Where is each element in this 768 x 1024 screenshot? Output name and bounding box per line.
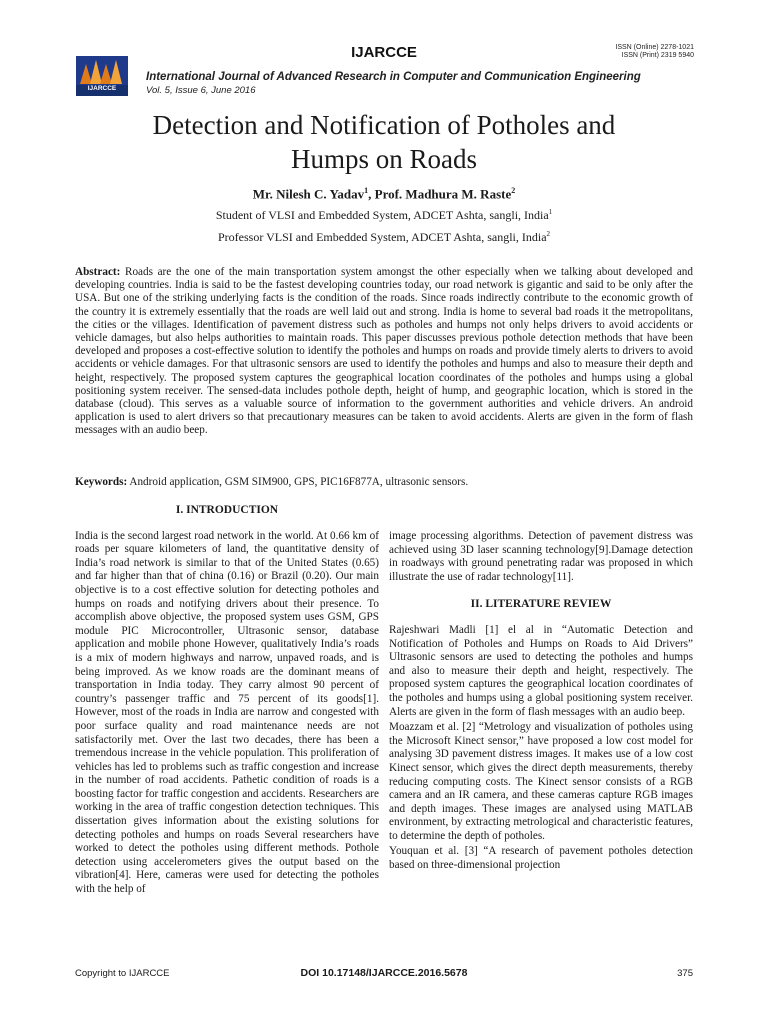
literature-paragraph-3: Youquan et al. [3] “A research of pavement potholes detection based on three-dimensional projection: [389, 845, 693, 872]
keywords: [75, 476, 693, 488]
literature-paragraph-1: Rajeshwari Madli [1] el al in “Automatic Detection and Notification of Potholes and Humps on Roads to Aid Drivers” Ultrasonic sensors are used to detecting the potholes and humps and also to measure their depth and height, respectively. The proposed system captures the geographical location coordinates of the potholes and humps using a global positioning system receiver. Alerts are given in the form of flash messages with an audio beep.: [389, 623, 693, 718]
author-2-sup: 2: [511, 186, 516, 195]
paper-title: [60, 108, 708, 176]
logo-text: IJARCCE: [87, 85, 117, 92]
keywords-label: Keywords:: [75, 476, 128, 488]
abstract: [75, 266, 693, 438]
literature-paragraph-2: Moazzam et al. [2] “Metrology and visualization of potholes using the Microsoft Kinect sensor,” have proposed a low cost model for analysing 3D pavement distress images. It makes use of a low cost Kinect sensor, which gives the direct depth measurements, thereby reducing computing costs. The Kinect sensor consists of a RGB camera and an IR camera, and these cameras capture RGB images and depth images. These images are analysed using MATLAB environment, by extracting metrological and characteristic features, to determine the depth of potholes.: [389, 721, 693, 842]
author-1: Mr. Nilesh C. Yadav: [252, 186, 365, 202]
journal-abbreviation: IJARCCE: [351, 44, 417, 61]
footer-copyright: Copyright to IJARCCE: [75, 968, 170, 979]
abstract-label: Abstract:: [75, 266, 121, 278]
affiliation-2-text: Professor VLSI and Embedded System, ADCET Ashta, sangli, India: [217, 230, 547, 244]
issn-block: [615, 44, 694, 60]
introduction-paragraph: India is the second largest road network in the world. At 0.66 km of roads per square kilometers of land, the quantitative density of India’s road network is similar to that of the United States (0.65) and far higher than that of china (0.16) or Brazil (0.20). Our main objective is to a cost effective solution for detecting potholes and humps on roads and notifying drivers about their presence. To accomplish above objective, the proposed system uses GSM, GPS module PIC Microcontroller, Ultrasonic sensor, database application and mobile phone However, qualitatively India’s roads is a mix of modern highways and narrow, unpaved roads, and is being improved. As we know roads are the dominant means of transportation in India today. They carry almost 90 percent of country’s passenger traffic and 75 percent of its goods[1]. However, most of the roads in India are narrow and congested with poor surface quality and road maintenance needs are not satisfactorily met. Over the last two decades, there has been a tremendous increase in the vehicle population. This proliferation of vehicles has led to problems such as traffic congestion and increase in the number of road accidents. Pathetic condition of roads is a boosting factor for traffic congestion and accidents. Researchers are working in the area of traffic congestion detection techniques. This dissertation gives information about the existing solutions for detecting potholes and humps on roads Several researchers have worked to detect the potholes using different methods. Pothole detection using accelerometers gives the output based on the vibration[4]. Here, cameras were used for detecting the potholes with the help of: [75, 529, 379, 896]
issn-online: ISSN (Online) 2278-1021: [615, 44, 694, 51]
section-heading-literature-review: II. LITERATURE REVIEW: [470, 598, 612, 611]
affiliation-2: [60, 230, 708, 245]
page-number: 375: [677, 968, 693, 979]
volume-issue: Vol. 5, Issue 6, June 2016: [146, 85, 256, 96]
abstract-text: Roads are the one of the main transportation system amongst the other especially when we talking about developed and developing countries. India is said to be the fastest developing countries today, our road network is gigantic and said to be only after the USA. But one of the striking underlying facts is the condition of the roads. Since roads indirectly contribute to the economic growth of the country it is extremely essentially that the roads are well laid out and strong. India is home to several bad roads it the metropolitans, the cities or the villages. Identification of pavement distress such as potholes and humps not only helps drivers to avoid accidents or vehicle damages, but also helps authorities to maintain roads. This paper discusses previous pothole detection methods that have been developed and proposes a cost-effective solution to identify the potholes and humps on roads and provide timely alerts to drivers to avoid accidents or vehicle damages. For that ultrasonic sensors are used to identify the potholes and humps and also to measure their depth and height, respectively. The proposed system captures the geographical location coordinates of the potholes and humps using a global positioning system receiver. The sensed-data includes pothole depth, height of hump, and geographic location, which is stored in the database (cloud). This serves as a valuable source of information to the government authorities and vehicle drivers. An android application is used to alert drivers so that precautionary measures can be taken to avoid accidents. Alerts are given in the form of flash messages with an audio beep.: [75, 266, 693, 437]
section-heading-introduction: I. INTRODUCTION: [175, 504, 279, 516]
author-2: Prof. Madhura M. Raste: [374, 186, 512, 202]
keywords-text: Android application, GSM SIM900, GPS, PIC16F877A, ultrasonic sensors.: [127, 476, 469, 488]
journal-name: International Journal of Advanced Research in Computer and Communication Engineering: [146, 71, 641, 83]
affiliation-1: [60, 208, 708, 223]
author-separator: ,: [368, 186, 375, 202]
introduction-continuation: image processing algorithms. Detection of pavement distress was achieved using 3D laser scanning technology[9].Damage detection in roadways with ground penetrating radar was proposed in which illustrate the use of radar technology[11].: [389, 530, 693, 583]
title-line-1: Detection and Notification of Potholes and: [152, 110, 616, 140]
author-line: [60, 186, 708, 202]
author-1-sup: 1: [364, 186, 369, 195]
footer-doi[interactable]: DOI 10.17148/IJARCCE.2016.5678: [300, 967, 468, 979]
left-column: [75, 504, 379, 897]
right-column: [389, 530, 693, 873]
issn-print: ISSN (Print) 2319 5940: [621, 52, 694, 59]
affiliation-1-sup: 1: [548, 208, 553, 216]
affiliation-2-sup: 2: [546, 230, 551, 238]
affiliation-1-text: Student of VLSI and Embedded System, ADCET Ashta, sangli, India: [215, 208, 549, 222]
title-line-2: Humps on Roads: [290, 144, 477, 174]
